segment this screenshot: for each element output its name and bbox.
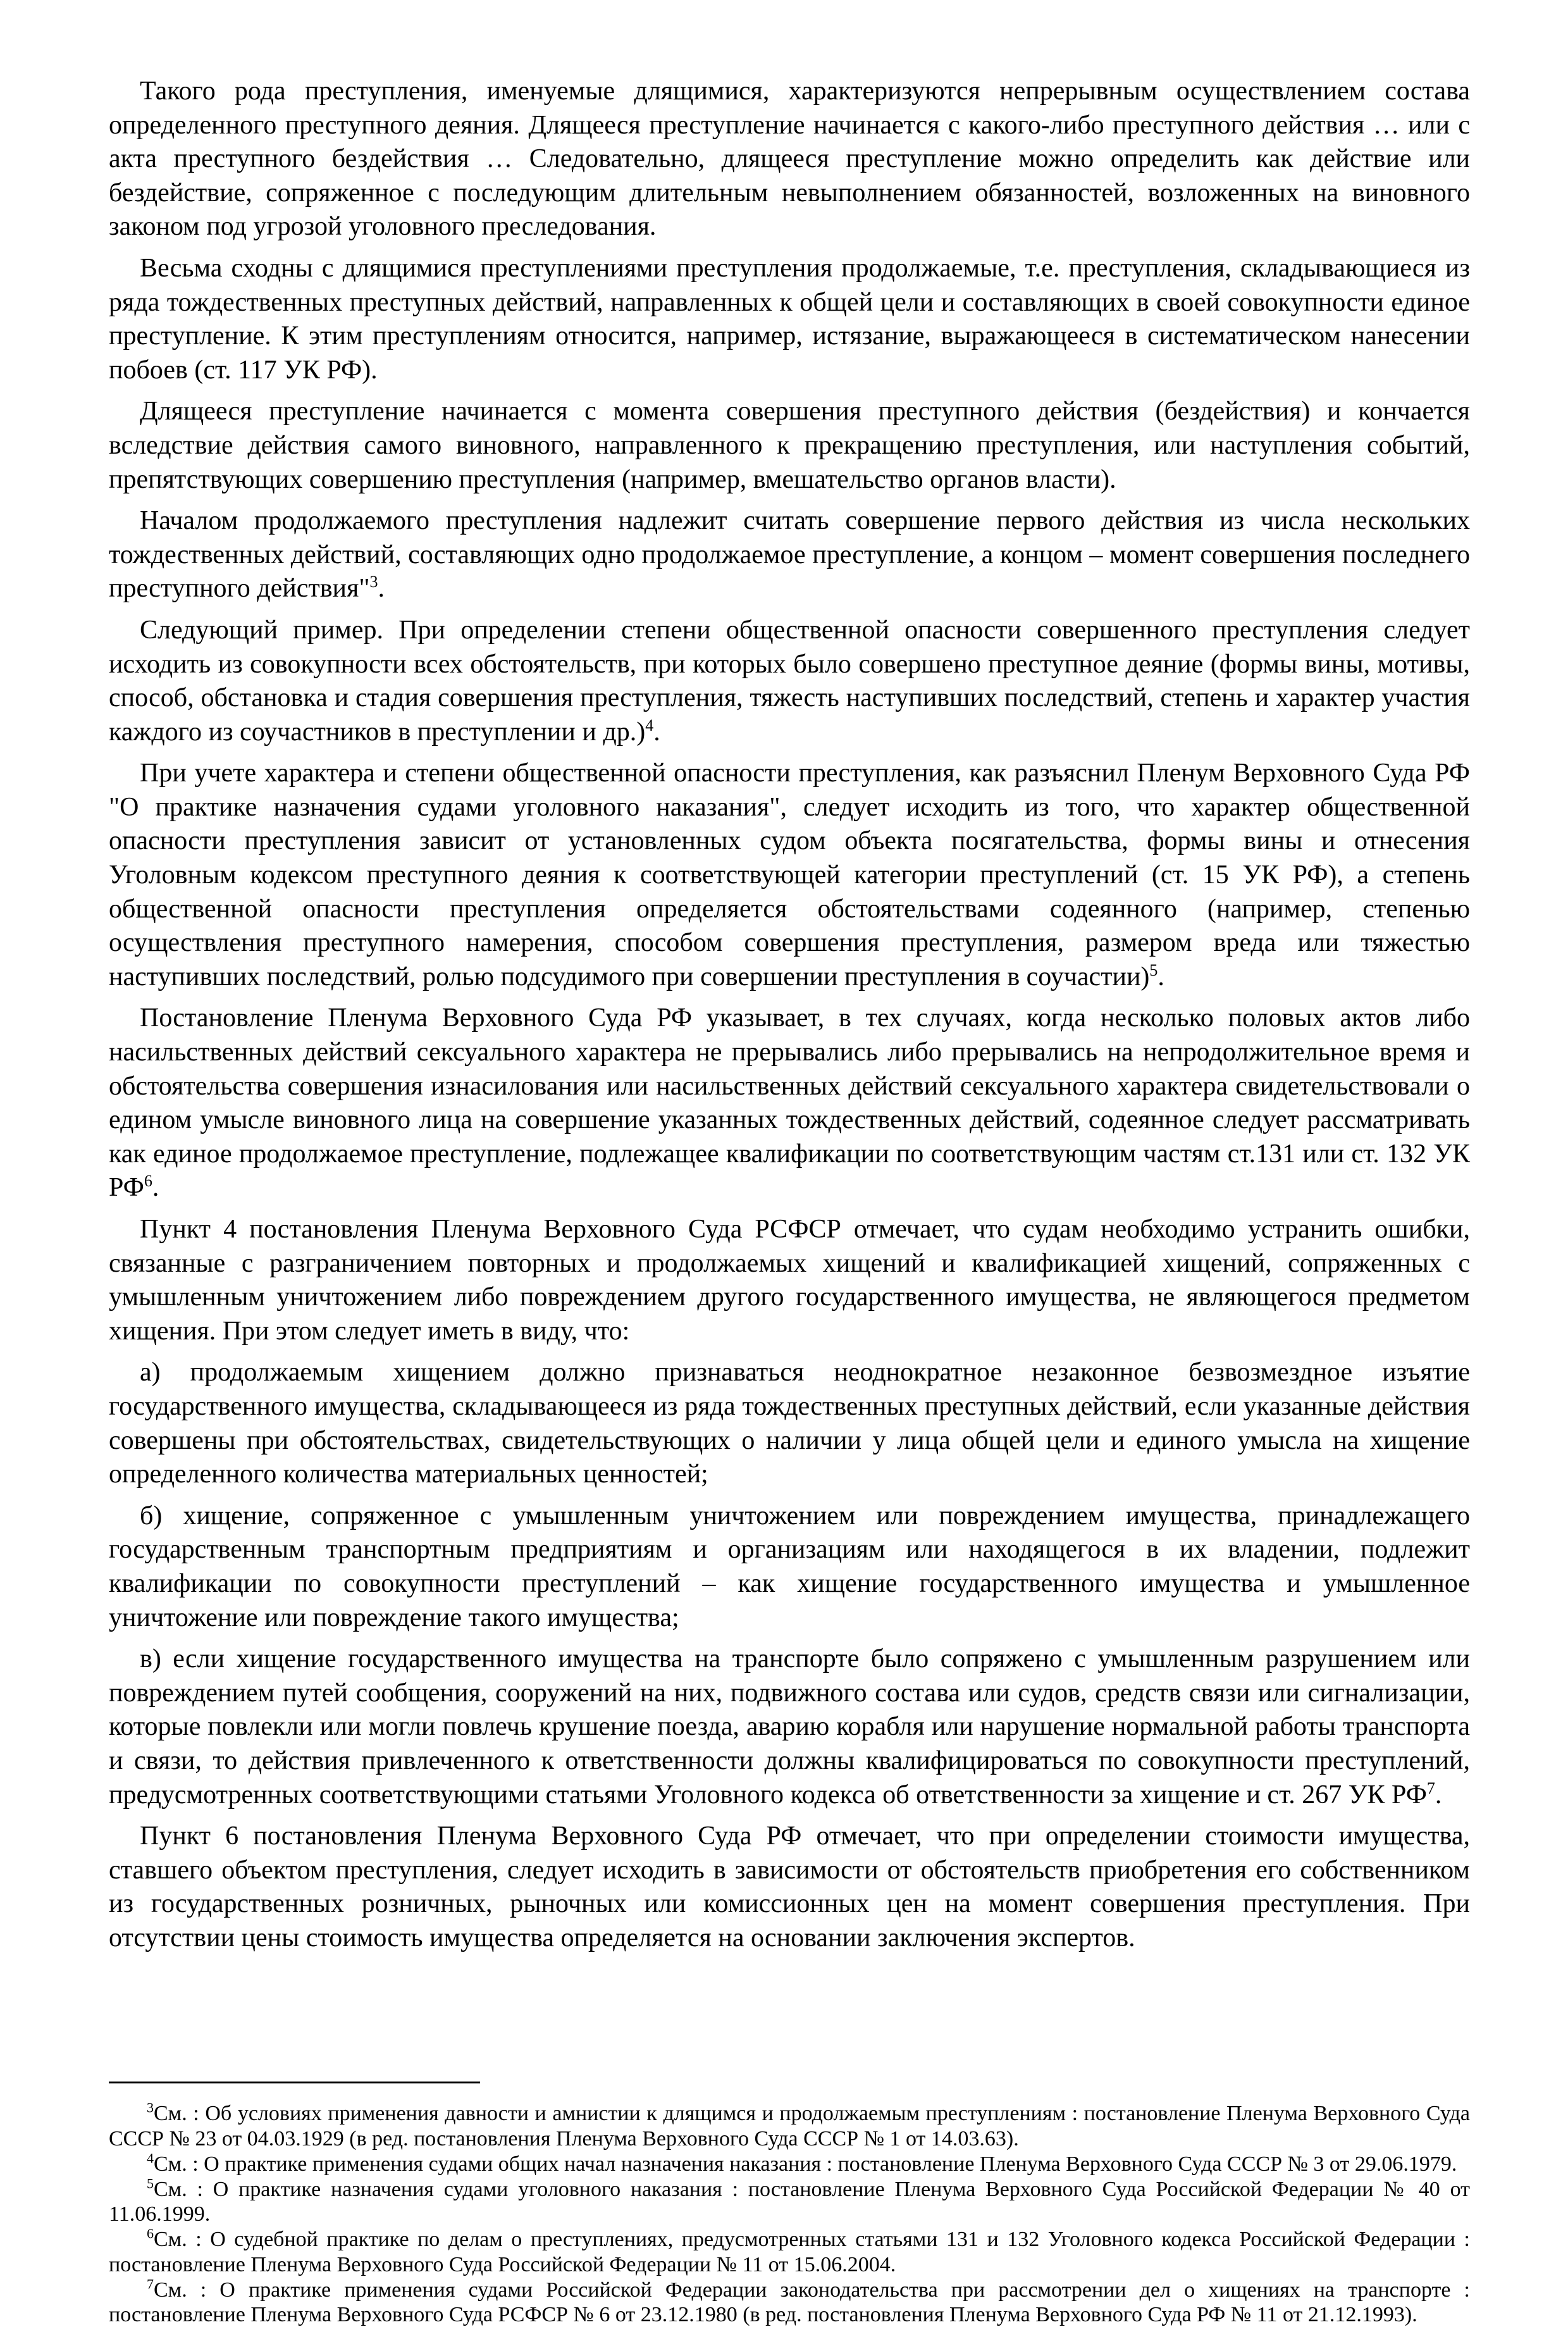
- paragraph-text: б) хищение, сопряженное с умышленным уничтожением или повреждением имущества, принадлежащего государственным транспортным предприятиям и организациям или находящегося в их владении, подлежит квалификации по совокупности преступлений – как хищение государственного имущества и умышленное уничтожение или повреждение такого имущества;: [109, 1501, 1470, 1632]
- list-item-b: [109, 1499, 1470, 1635]
- paragraph: [109, 252, 1470, 387]
- paragraph-tail: .: [152, 1173, 159, 1203]
- paragraph-text: в) если хищение государственного имущества на транспорте было сопряжено с умышленным разрушением или повреждением путей сообщения, сооружений на них, подвижного состава или судов, средств связи или сигнализации, которые повлекли или могли повлечь крушение поезда, аварию корабля или нарушение нормальной работы транспорта и связи, то действия привлеченного к ответственности должны квалифицироваться по совокупности преступлений, предусмотренных соответствующими статьями Уголовного кодекса об ответственности за хищение и ст. 267 УК РФ: [109, 1644, 1470, 1809]
- paragraph-text: Началом продолжаемого преступления надлежит считать совершение первого действия из числа нескольких тождественных действий, составляющих одно продолжаемое преступление, а концом – момент совершения последнего преступного действия": [109, 506, 1470, 604]
- footnote: [109, 2227, 1470, 2276]
- paragraph-text: Пункт 4 постановления Пленума Верховного Суда РСФСР отмечает, что судам необходимо устранить ошибки, связанные с разграничением повторных и продолжаемых хищений и квалификацией хищений, сопряженных с умышленным уничтожением либо повреждением другого государственного имущества, не являющегося предметом хищения. При этом следует иметь в виду, что:: [109, 1215, 1470, 1346]
- footnote-number: 3: [147, 2100, 154, 2116]
- footnote-number: 7: [147, 2276, 154, 2292]
- footnote-ref[interactable]: 7: [1426, 1778, 1435, 1797]
- footnote: [109, 2278, 1470, 2327]
- footnote-number: 6: [147, 2226, 154, 2242]
- paragraph: [109, 1002, 1470, 1205]
- paragraph-text: При учете характера и степени общественной опасности преступления, как разъяснил Пленум Верховного Суда РФ "О практике назначения судами уголовного наказания", следует исходить из того, что характер общественной опасности преступления зависит от установленных судом объекта посягательства, формы вины и отнесения Уголовным кодексом преступного деяния к соответствующей категории преступлений (ст. 15 УК РФ), а степень общественной опасности преступления определяется обстоятельствами содеянного (например, степенью осуществления преступного намерения, способом совершения преступления, размером вреда или тяжестью наступивших последствий, ролью подсудимого при совершении преступления в соучастии): [109, 759, 1470, 991]
- paragraph: [109, 504, 1470, 606]
- document-page: [109, 75, 1470, 2327]
- paragraph-tail: .: [653, 717, 660, 747]
- main-text: [109, 75, 1470, 1955]
- footnote-text: См. : О практике назначения судами уголовного наказания : постановление Пленума Верховного Суда Российской Федерации № 40 от 11.06.1999.: [109, 2178, 1470, 2226]
- footnote: [109, 2101, 1470, 2150]
- footnote-number: 4: [147, 2150, 154, 2166]
- footnote-text: См. : О практике применения судами общих начал назначения наказания : постановление Пленума Верховного Суда СССР № 3 от 29.06.1979.: [154, 2152, 1457, 2176]
- paragraph: [109, 1213, 1470, 1348]
- paragraph-text: Весьма сходны с длящимися преступлениями преступления продолжаемые, т.е. преступления, складывающиеся из ряда тождественных преступных действий, направленных к общей цели и составляющих в своей совокупности единое преступление. К этим преступлениям относится, например, истязание, выражающееся в систематическом нанесении побоев (ст. 117 УК РФ).: [109, 253, 1470, 385]
- paragraph-text: Пункт 6 постановления Пленума Верховного Суда РФ отмечает, что при определении стоимости имущества, ставшего объектом преступления, следует исходить в зависимости от обстоятельств приобретения его собственником из государственных розничных, рыночных или комиссионных цен на момент совершения преступления. При отсутствии цены стоимость имущества определяется на основании заключения экспертов.: [109, 1821, 1470, 1952]
- paragraph-text: Постановление Пленума Верховного Суда РФ указывает, в тех случаях, когда несколько половых актов либо насильственных действий сексуального характера не прерывались либо прерывались на непродолжительное время и обстоятельства совершения изнасилования или насильственных действий сексуального характера свидетельствовали о едином умысле виновного лица на совершение указанных тождественных действий, содеянное следует рассматривать как единое продолжаемое преступление, подлежащее квалификации по соответствующим частям ст.131 или ст. 132 УК РФ: [109, 1003, 1470, 1203]
- footnote-number: 5: [147, 2175, 154, 2192]
- paragraph-text: а) продолжаемым хищением должно признаваться неоднократное незаконное безвозмездное изъятие государственного имущества, складывающееся из ряда тождественных преступных действий, если указанные действия совершены при обстоятельствах, свидетельствующих о наличии у лица общей цели и единого умысла на хищение определенного количества материальных ценностей;: [109, 1358, 1470, 1489]
- footnote-ref[interactable]: 4: [645, 716, 654, 735]
- footnote-ref[interactable]: 5: [1149, 960, 1158, 979]
- footnote-ref[interactable]: 3: [369, 573, 378, 592]
- paragraph: [109, 757, 1470, 994]
- footnote-text: См. : О судебной практике по делам о преступлениях, предусмотренных статьями 131 и 132 Уголовного кодекса Российской Федерации : постановление Пленума Верховного Суда Российской Федерации № 11 от 15.06.2004.: [109, 2228, 1470, 2276]
- paragraph-text: Следующий пример. При определении степени общественной опасности совершенного преступления следует исходить из совокупности всех обстоятельств, при которых было совершено преступное деяние (формы вины, мотивы, способ, обстановка и стадия совершения преступления, тяжесть наступивших последствий, степень и характер участия каждого из соучастников в преступлении и др.): [109, 615, 1470, 747]
- footnote-ref[interactable]: 6: [144, 1172, 152, 1191]
- footnote-text: См. : О практике применения судами Российской Федерации законодательства при рассмотрении дел о хищениях на транспорте : постановление Пленума Верховного Суда РСФСР № 6 от 23.12.1980 (в ред. постановления Пленума Верховного Суда РФ № 11 от 21.12.1993).: [109, 2278, 1470, 2327]
- footnotes: [109, 2101, 1470, 2327]
- footnote-separator: [109, 2082, 480, 2083]
- paragraph-tail: .: [378, 574, 385, 604]
- paragraph-text: Длящееся преступление начинается с момента совершения преступного действия (бездействия) и кончается вследствие действия самого виновного, направленного к прекращению преступления, или наступления событий, препятствующих совершению преступления (например, вмешательство органов власти).: [109, 397, 1470, 494]
- footnote: [109, 2152, 1470, 2176]
- paragraph: [109, 395, 1470, 497]
- paragraph: [109, 1820, 1470, 1955]
- list-item-a: [109, 1356, 1470, 1491]
- paragraph: [109, 614, 1470, 749]
- paragraph-text: Такого рода преступления, именуемые длящимися, характеризуются непрерывным осуществлением состава определенного преступного деяния. Длящееся преступление начинается с какого-либо преступного действия … или с акта преступного бездействия … Следовательно, длящееся преступление можно определить как действие или бездействие, сопряженное с последующим длительным невыполнением обязанностей, возложенных на виновного законом под угрозой уголовного преследования.: [109, 77, 1470, 242]
- paragraph: [109, 75, 1470, 244]
- list-item-c: [109, 1642, 1470, 1812]
- paragraph-tail: .: [1435, 1780, 1442, 1809]
- paragraph-tail: .: [1157, 962, 1164, 991]
- footnote-text: См. : Об условиях применения давности и амнистии к длящимся и продолжаемым преступлениям : постановление Пленума Верховного Суда СССР № 23 от 04.03.1929 (в ред. постановления Пленума Верховного Суда СССР № 1 от 14.03.63).: [109, 2102, 1470, 2150]
